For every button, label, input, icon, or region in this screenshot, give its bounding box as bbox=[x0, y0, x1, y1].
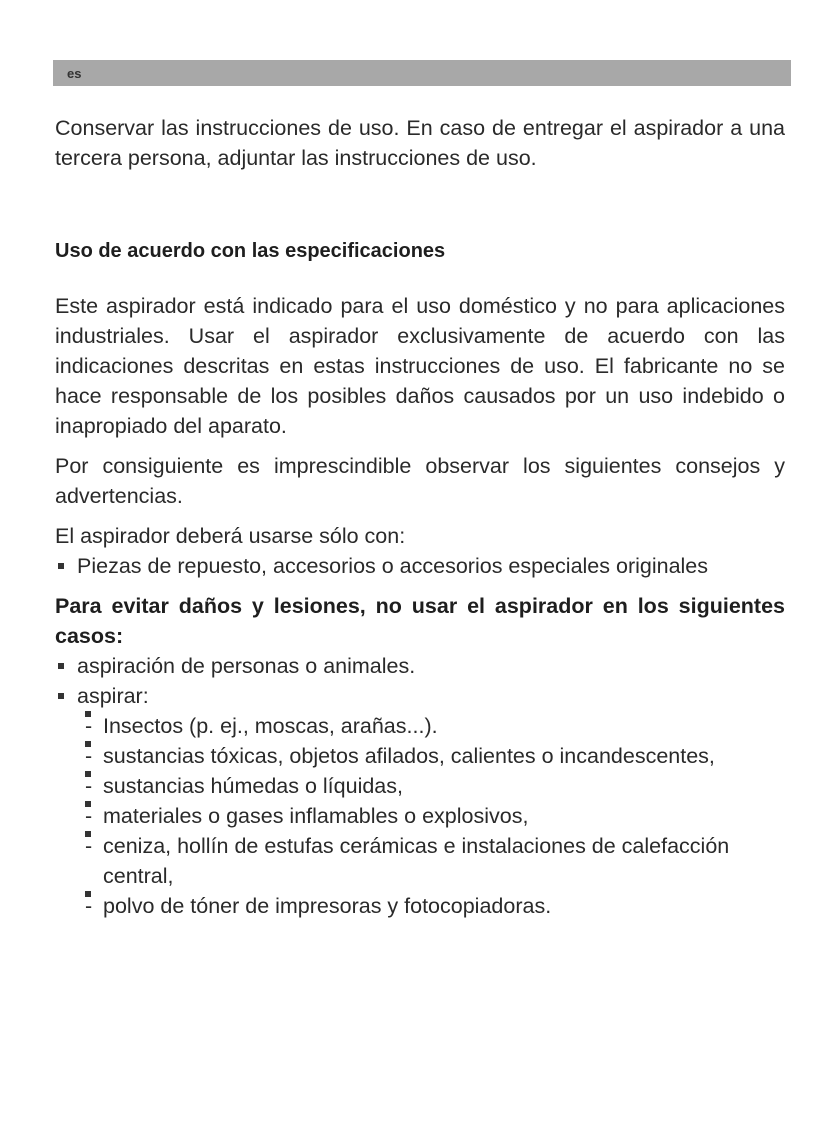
page-content bbox=[55, 113, 785, 931]
sub-list-item: - sustancias tóxicas, objetos afilados, calientes o incandescentes, bbox=[85, 741, 785, 771]
section-heading: Uso de acuerdo con las especificaciones bbox=[55, 240, 446, 262]
aspirate-sub-list bbox=[77, 711, 785, 921]
sub-list-item: - polvo de tóner de impresoras y fotocopiadoras. bbox=[85, 891, 785, 921]
usage-list-item: Piezas de repuesto, accesorios o accesorios especiales originales bbox=[55, 551, 785, 581]
sub-list-item: - Insectos (p. ej., moscas, arañas...). bbox=[85, 711, 785, 741]
usage-lead-text: El aspirador deberá usarse sólo con: bbox=[55, 524, 406, 548]
warning-list-item bbox=[55, 681, 785, 921]
language-code: es bbox=[67, 66, 82, 81]
sub-list-item: - ceniza, hollín de estufas cerámicas e instalaciones de calefacción central, bbox=[85, 831, 785, 891]
intro-paragraph: Conservar las instrucciones de uso. En caso de entregar el aspirador a una tercera persona, adjuntar las instrucciones de uso. bbox=[55, 116, 785, 170]
sub-list-item: - materiales o gases inflamables o explosivos, bbox=[85, 801, 785, 831]
language-header-bar bbox=[53, 60, 791, 86]
advice-paragraph: Por consiguiente es imprescindible observar los siguientes consejos y advertencias. bbox=[55, 454, 785, 508]
sub-list-item: - sustancias húmedas o líquidas, bbox=[85, 771, 785, 801]
intended-use-paragraph: Este aspirador está indicado para el uso doméstico y no para aplicaciones industriales. Usar el aspirador exclusivamente de acuerdo con las indicaciones descritas en estas instrucciones de uso. El fabricante no se hace responsable de los posibles daños causados por un uso indebido o inapropiado del aparato. bbox=[55, 294, 785, 438]
warning-list-item-label: aspirar: bbox=[77, 684, 149, 708]
warning-list-item: aspiración de personas o animales. bbox=[55, 651, 785, 681]
warning-list bbox=[55, 651, 785, 921]
usage-list bbox=[55, 551, 785, 581]
warning-heading: Para evitar daños y lesiones, no usar el aspirador en los siguientes casos: bbox=[55, 594, 785, 648]
